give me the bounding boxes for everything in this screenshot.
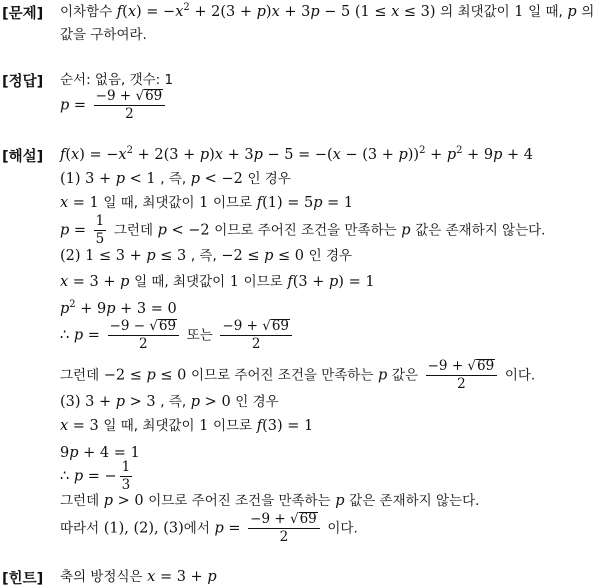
solution-line-9: 그런데 −2 ≤ p ≤ 0 이므로 주어진 조건을 만족하는 p 값은 $\frac{-9 + √69}{2}$ 이다. xyxy=(60,358,536,392)
solution-line-1: $f(x) = -x^2 + 2(3 + p)x + 3p - 5 = -(x - (3 + p))^2 + p^2 + 9p + 4$ xyxy=(60,145,533,163)
solution-line-4: p = $\frac{1}{5}$ 그런데 p < −2 이므로 주어진 조건을 만족하는 p 값은 존재하지 않는다. xyxy=(60,213,546,247)
problem-line-1: 이차함수 $f(x) = -x^2 + 2(3 + p)x + 3p - 5$ (1 ≤ x ≤ 3) 의 최댓값이 1 일 때, p 의 xyxy=(60,2,594,20)
solution-case1: (1) 3 + p < 1 , 즉, p < −2 인 경우 xyxy=(60,171,291,187)
hint-line: 축의 방정식은 x = 3 + p xyxy=(60,569,217,585)
solution-line-12: 9p + 4 = 1 xyxy=(60,445,140,461)
problem-label: [문제] xyxy=(2,6,44,22)
solution-line-3: x = 1 일 때, 최댓값이 1 이므로 f(1) = 5p = 1 xyxy=(60,195,354,211)
solution-line-15: 따라서 (1), (2), (3)에서 p = $\frac{-9 + √69}{2}$ 이다. xyxy=(60,511,358,545)
solution-line-8: ∴ p = $\frac{-9 - √69}{2}$ 또는 $\frac{-9 + √69}{2}$ xyxy=(60,319,295,352)
solution-label: [해설] xyxy=(2,149,44,165)
solution-line-11: x = 3 일 때, 최댓값이 1 이므로 f(3) = 1 xyxy=(60,418,314,434)
solution-line-13: ∴ p = − $\frac{1}{3}$ xyxy=(60,459,131,493)
solution-line-6: x = 3 + p 일 때, 최댓값이 1 이므로 f(3 + p) = 1 xyxy=(60,274,375,290)
solution-case2: (2) 1 ≤ 3 + p ≤ 3 , 즉, −2 ≤ p ≤ 0 인 경우 xyxy=(60,248,353,264)
solution-case3: (3) 3 + p > 3 , 즉, p > 0 인 경우 xyxy=(60,394,279,410)
problem-line-2: 값을 구하여라. xyxy=(60,27,147,43)
answer-line-1: 순서: 없음, 갯수: 1 xyxy=(60,72,174,88)
answer-label: [정답] xyxy=(2,74,44,90)
solution-line-7: $p^2 + 9p + 3 = 0$ xyxy=(60,299,177,317)
hint-label: [힌트] xyxy=(2,571,44,587)
answer-formula: p = $\frac{-9 + √69}{2}$ xyxy=(60,89,168,122)
solution-line-14: 그런데 p > 0 이므로 주어진 조건을 만족하는 p 값은 존재하지 않는다. xyxy=(60,493,480,509)
